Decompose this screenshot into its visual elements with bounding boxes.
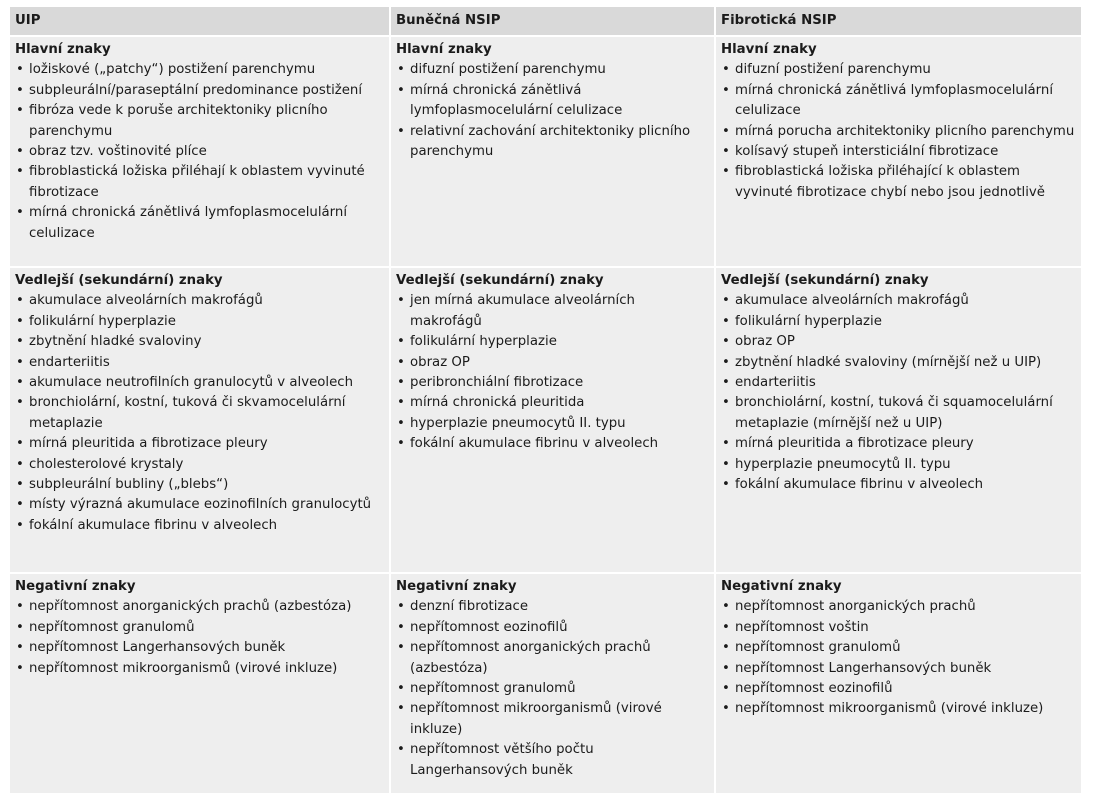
list-item: • nepřítomnost anorganických prachů (azbestóza) xyxy=(396,638,709,679)
feature-list xyxy=(396,291,709,454)
cell-cellular-nsip xyxy=(390,267,715,573)
list-item: • akumulace alveolárních makrofágů xyxy=(15,291,384,311)
list-item: • fokální akumulace fibrinu v alveolech xyxy=(15,516,384,536)
list-item: • jen mírná akumulace alveolárních makrofágů xyxy=(396,291,709,332)
list-item: • obraz OP xyxy=(721,332,1076,352)
negative-features-row xyxy=(10,573,1081,793)
list-item: • fibróza vede k poruše architektoniky plicního parenchymu xyxy=(15,101,384,142)
list-item: • peribronchiální fibrotizace xyxy=(396,373,709,393)
list-item: • fokální akumulace fibrinu v alveolech xyxy=(396,434,709,454)
list-item: • fibroblastická ložiska přiléhající k oblastem vyvinuté fibrotizace chybí nebo jsou jednotlivě xyxy=(721,162,1076,203)
list-item: • nepřítomnost mikroorganismů (virové inkluze) xyxy=(721,699,1076,719)
section-title: Negativní znaky xyxy=(721,579,842,594)
feature-list xyxy=(15,60,384,244)
cell-fibrotic-nsip xyxy=(715,267,1081,573)
list-item: • endarteriitis xyxy=(721,373,1076,393)
main-features-row xyxy=(10,36,1081,267)
list-item: • nepřítomnost granulomů xyxy=(721,638,1076,658)
list-item: • kolísavý stupeň intersticiální fibrotizace xyxy=(721,142,1076,162)
list-item: • mírná pleuritida a fibrotizace pleury xyxy=(15,434,384,454)
list-item: • nepřítomnost eozinofilů xyxy=(396,618,709,638)
list-item: • difuzní postižení parenchymu xyxy=(721,60,1076,80)
list-item: • endarteriitis xyxy=(15,353,384,373)
list-item: • nepřítomnost voštin xyxy=(721,618,1076,638)
feature-list xyxy=(721,291,1076,495)
list-item: • nepřítomnost anorganických prachů xyxy=(721,597,1076,617)
section-title: Hlavní znaky xyxy=(721,42,817,57)
list-item: • nepřítomnost anorganických prachů (azbestóza) xyxy=(15,597,384,617)
cell-uip xyxy=(10,267,390,573)
list-item: • subpleurální bubliny („blebs“) xyxy=(15,475,384,495)
cell-uip xyxy=(10,573,390,793)
list-item: • mírná chronická zánětlivá lymfoplasmocelulární celulizace xyxy=(396,81,709,122)
list-item: • zbytnění hladké svaloviny xyxy=(15,332,384,352)
section-title: Hlavní znaky xyxy=(15,42,111,57)
list-item: • akumulace alveolárních makrofágů xyxy=(721,291,1076,311)
list-item: • bronchiolární, kostní, tuková či squamocelulární metaplazie (mírnější než u UIP) xyxy=(721,393,1076,434)
section-title: Hlavní znaky xyxy=(396,42,492,57)
section-title: Vedlejší (sekundární) znaky xyxy=(396,273,604,288)
section-title: Negativní znaky xyxy=(396,579,517,594)
feature-list xyxy=(396,597,709,781)
section-title: Vedlejší (sekundární) znaky xyxy=(15,273,223,288)
list-item: • nepřítomnost Langerhansových buněk xyxy=(15,638,384,658)
list-item: • obraz OP xyxy=(396,353,709,373)
column-header-fibrotic-nsip: Fibrotická NSIP xyxy=(715,7,1081,36)
list-item: • difuzní postižení parenchymu xyxy=(396,60,709,80)
list-item: • mírná chronická pleuritida xyxy=(396,393,709,413)
cell-cellular-nsip xyxy=(390,573,715,793)
list-item: • nepřítomnost granulomů xyxy=(396,679,709,699)
secondary-features-row xyxy=(10,267,1081,573)
cell-fibrotic-nsip xyxy=(715,36,1081,267)
list-item: • nepřítomnost mikroorganismů (virové inkluze) xyxy=(396,699,709,740)
list-item: • nepřítomnost granulomů xyxy=(15,618,384,638)
column-header-uip: UIP xyxy=(10,7,390,36)
list-item: • hyperplazie pneumocytů II. typu xyxy=(396,414,709,434)
list-item: • nepřítomnost většího počtu Langerhansových buněk xyxy=(396,740,709,781)
header-row xyxy=(10,7,1081,36)
section-title: Negativní znaky xyxy=(15,579,136,594)
feature-list xyxy=(396,60,709,162)
list-item: • cholesterolové krystaly xyxy=(15,455,384,475)
feature-list xyxy=(15,597,384,679)
cell-cellular-nsip xyxy=(390,36,715,267)
list-item: • nepřítomnost mikroorganismů (virové inkluze) xyxy=(15,659,384,679)
list-item: • místy výrazná akumulace eozinofilních granulocytů xyxy=(15,495,384,515)
feature-list xyxy=(721,597,1076,719)
feature-list xyxy=(15,291,384,536)
column-header-cellular-nsip: Buněčná NSIP xyxy=(390,7,715,36)
list-item: • zbytnění hladké svaloviny (mírnější než u UIP) xyxy=(721,353,1076,373)
list-item: • hyperplazie pneumocytů II. typu xyxy=(721,455,1076,475)
list-item: • folikulární hyperplazie xyxy=(721,312,1076,332)
list-item: • mírná chronická zánětlivá lymfoplasmocelulární celulizace xyxy=(15,203,384,244)
list-item: • fibroblastická ložiska přiléhají k oblastem vyvinuté fibrotizace xyxy=(15,162,384,203)
list-item: • nepřítomnost Langerhansových buněk xyxy=(721,659,1076,679)
list-item: • ložiskové („patchy“) postižení parenchymu xyxy=(15,60,384,80)
list-item: • folikulární hyperplazie xyxy=(396,332,709,352)
list-item: • mírná porucha architektoniky plicního parenchymu xyxy=(721,122,1076,142)
list-item: • nepřítomnost eozinofilů xyxy=(721,679,1076,699)
list-item: • fokální akumulace fibrinu v alveolech xyxy=(721,475,1076,495)
list-item: • folikulární hyperplazie xyxy=(15,312,384,332)
list-item: • mírná chronická zánětlivá lymfoplasmocelulární celulizace xyxy=(721,81,1076,122)
list-item: • mírná pleuritida a fibrotizace pleury xyxy=(721,434,1076,454)
list-item: • akumulace neutrofilních granulocytů v alveolech xyxy=(15,373,384,393)
list-item: • obraz tzv. voštinovité plíce xyxy=(15,142,384,162)
list-item: • bronchiolární, kostní, tuková či skvamocelulární metaplazie xyxy=(15,393,384,434)
list-item: • denzní fibrotizace xyxy=(396,597,709,617)
cell-fibrotic-nsip xyxy=(715,573,1081,793)
section-title: Vedlejší (sekundární) znaky xyxy=(721,273,929,288)
list-item: • subpleurální/paraseptální predominance postižení xyxy=(15,81,384,101)
cell-uip xyxy=(10,36,390,267)
feature-list xyxy=(721,60,1076,203)
comparison-table xyxy=(10,7,1081,793)
list-item: • relativní zachování architektoniky plicního parenchymu xyxy=(396,122,709,163)
